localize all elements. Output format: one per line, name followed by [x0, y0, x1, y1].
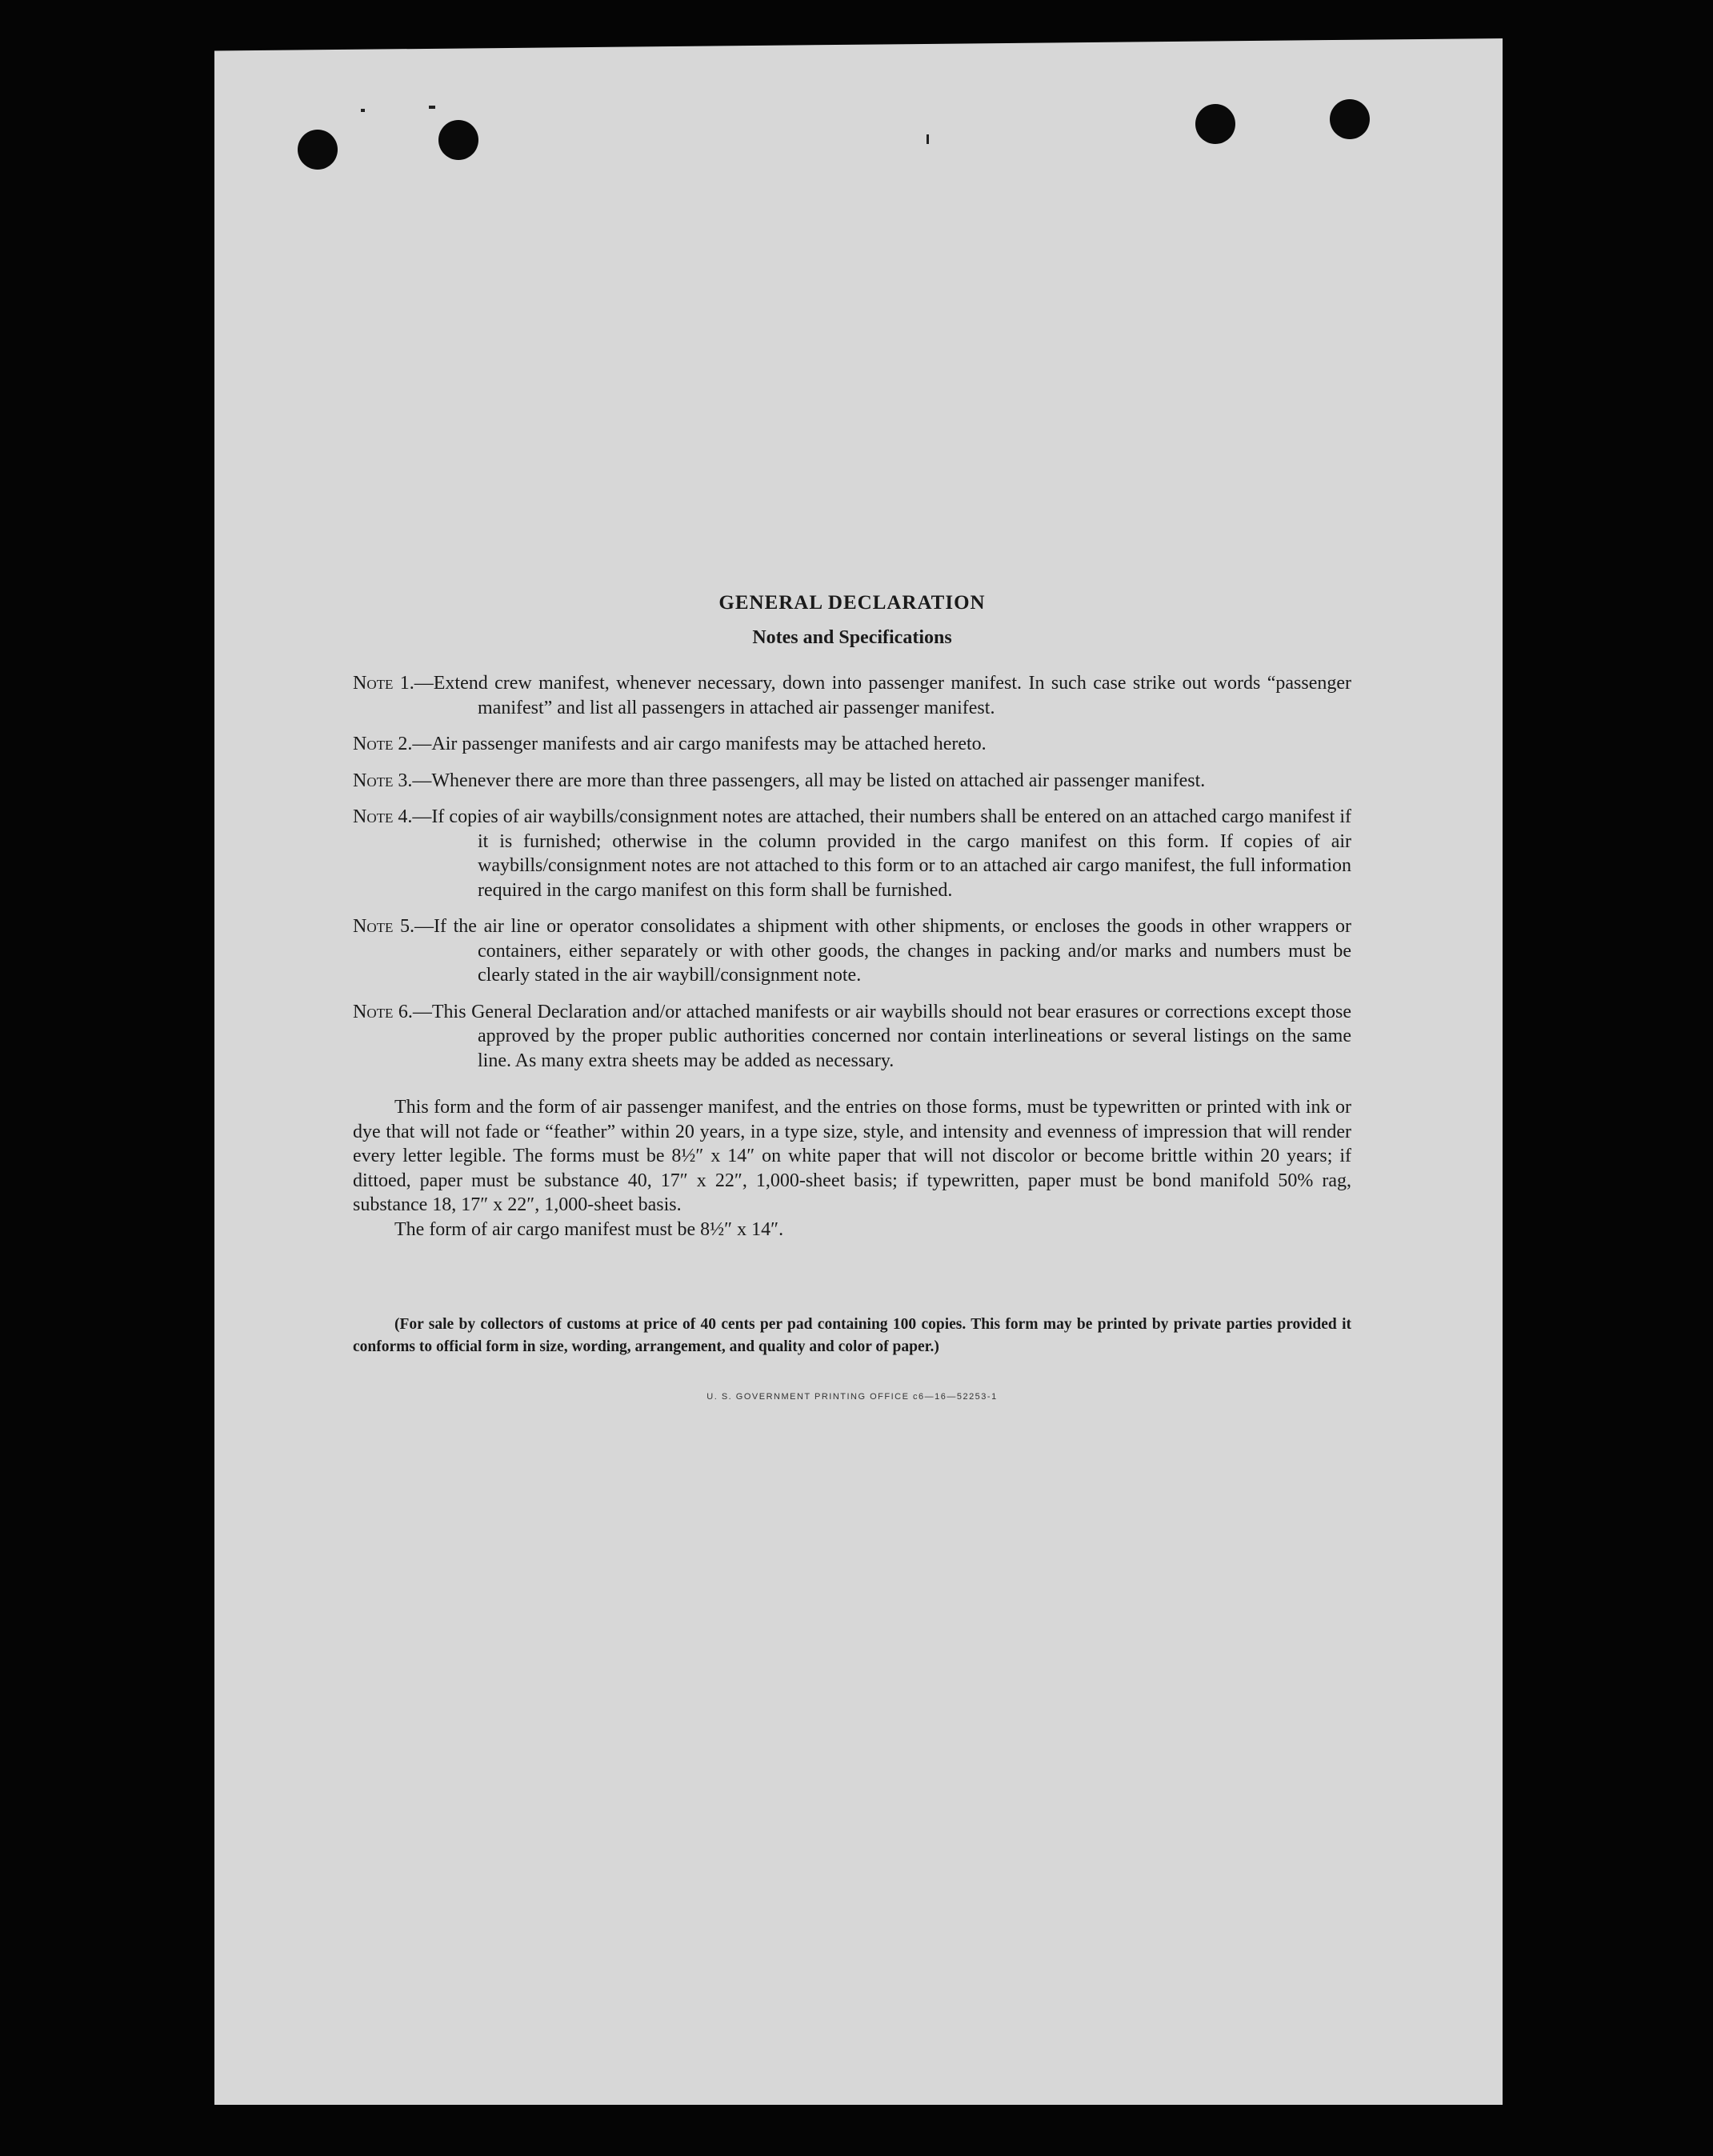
note-label: Note 5. — [353, 916, 415, 937]
note-label: Note 1. — [353, 673, 414, 694]
note-1 — [353, 671, 1351, 720]
punch-hole — [1195, 104, 1235, 144]
punch-hole — [1330, 99, 1370, 139]
note-2 — [353, 732, 1351, 757]
punch-hole — [438, 120, 478, 160]
note-label: Note 2. — [353, 734, 413, 754]
note-text: —Air passenger manifests and air cargo manifests may be attached hereto. — [412, 734, 987, 754]
general-declaration-notes — [353, 592, 1351, 1402]
note-label: Note 6. — [353, 1001, 413, 1022]
note-text: —Whenever there are more than three passengers, all may be listed on attached air passenger manifest. — [412, 770, 1206, 791]
note-label: Note 3. — [353, 770, 413, 791]
cargo-manifest-size-paragraph: The form of air cargo manifest must be 8½″ x 14″. — [394, 1218, 784, 1240]
speck — [429, 106, 435, 109]
note-text: —Extend crew manifest, whenever necessary, down into passenger manifest. In such case strike out words “passenger manifest” and list all passengers in attached air passenger manifest. — [414, 673, 1351, 718]
punch-hole — [298, 130, 338, 170]
note-text: —If copies of air waybills/consignment notes are attached, their numbers shall be entered on an attached cargo manifest if it is furnished; otherwise in the column provided in the cargo manifest on this form. If copies of air waybills/consignment notes are not attached to this form or to an attached air cargo manifest, the full information required in the cargo manifest on this form shall be furnished. — [412, 806, 1351, 901]
note-3 — [353, 769, 1351, 794]
specification-paragraph: This form and the form of air passenger manifest, and the entries on those forms, must be typewritten or printed with ink or dye that will not fade or “feather” within 20 years, in a type size, style, and intensity and evenness of impression that will render every letter legible. The forms must be 8½″ x 14″ on white paper that will not discolor or become brittle within 20 years; if dittoed, paper must be substance 40, 17″ x 22″, 1,000-sheet basis; if typewritten, paper must be bond manifold 50% rag, substance 18, 17″ x 22″, 1,000-sheet basis. — [353, 1097, 1351, 1215]
note-text: —If the air line or operator consolidates a shipment with other shipments, or encloses the goods in other wrappers or containers, either separately or with other goods, the changes in packing and/or marks and numbers must be clearly stated in the air waybill/consignment note. — [414, 916, 1351, 986]
document-title: GENERAL DECLARATION — [718, 592, 986, 614]
note-4 — [353, 805, 1351, 902]
speck — [927, 134, 929, 144]
note-6 — [353, 1000, 1351, 1074]
note-label: Note 4. — [353, 806, 413, 827]
note-text: —This General Declaration and/or attached manifests or air waybills should not bear erasures or corrections except those approved by the proper public authorities concerned nor contain interlineations or several listings on the same line. As many extra sheets may be added as necessary. — [412, 1001, 1351, 1071]
printer-imprint: U. S. GOVERNMENT PRINTING OFFICE c6—16—52253-1 — [706, 1392, 998, 1402]
speck — [361, 109, 365, 112]
sale-notice: (For sale by collectors of customs at price of 40 cents per pad containing 100 copies. This form may be printed by private parties provided it conforms to official form in size, wording, arrangement, and quality and color of paper.) — [353, 1316, 1351, 1355]
document-subtitle: Notes and Specifications — [752, 627, 952, 648]
note-5 — [353, 914, 1351, 988]
